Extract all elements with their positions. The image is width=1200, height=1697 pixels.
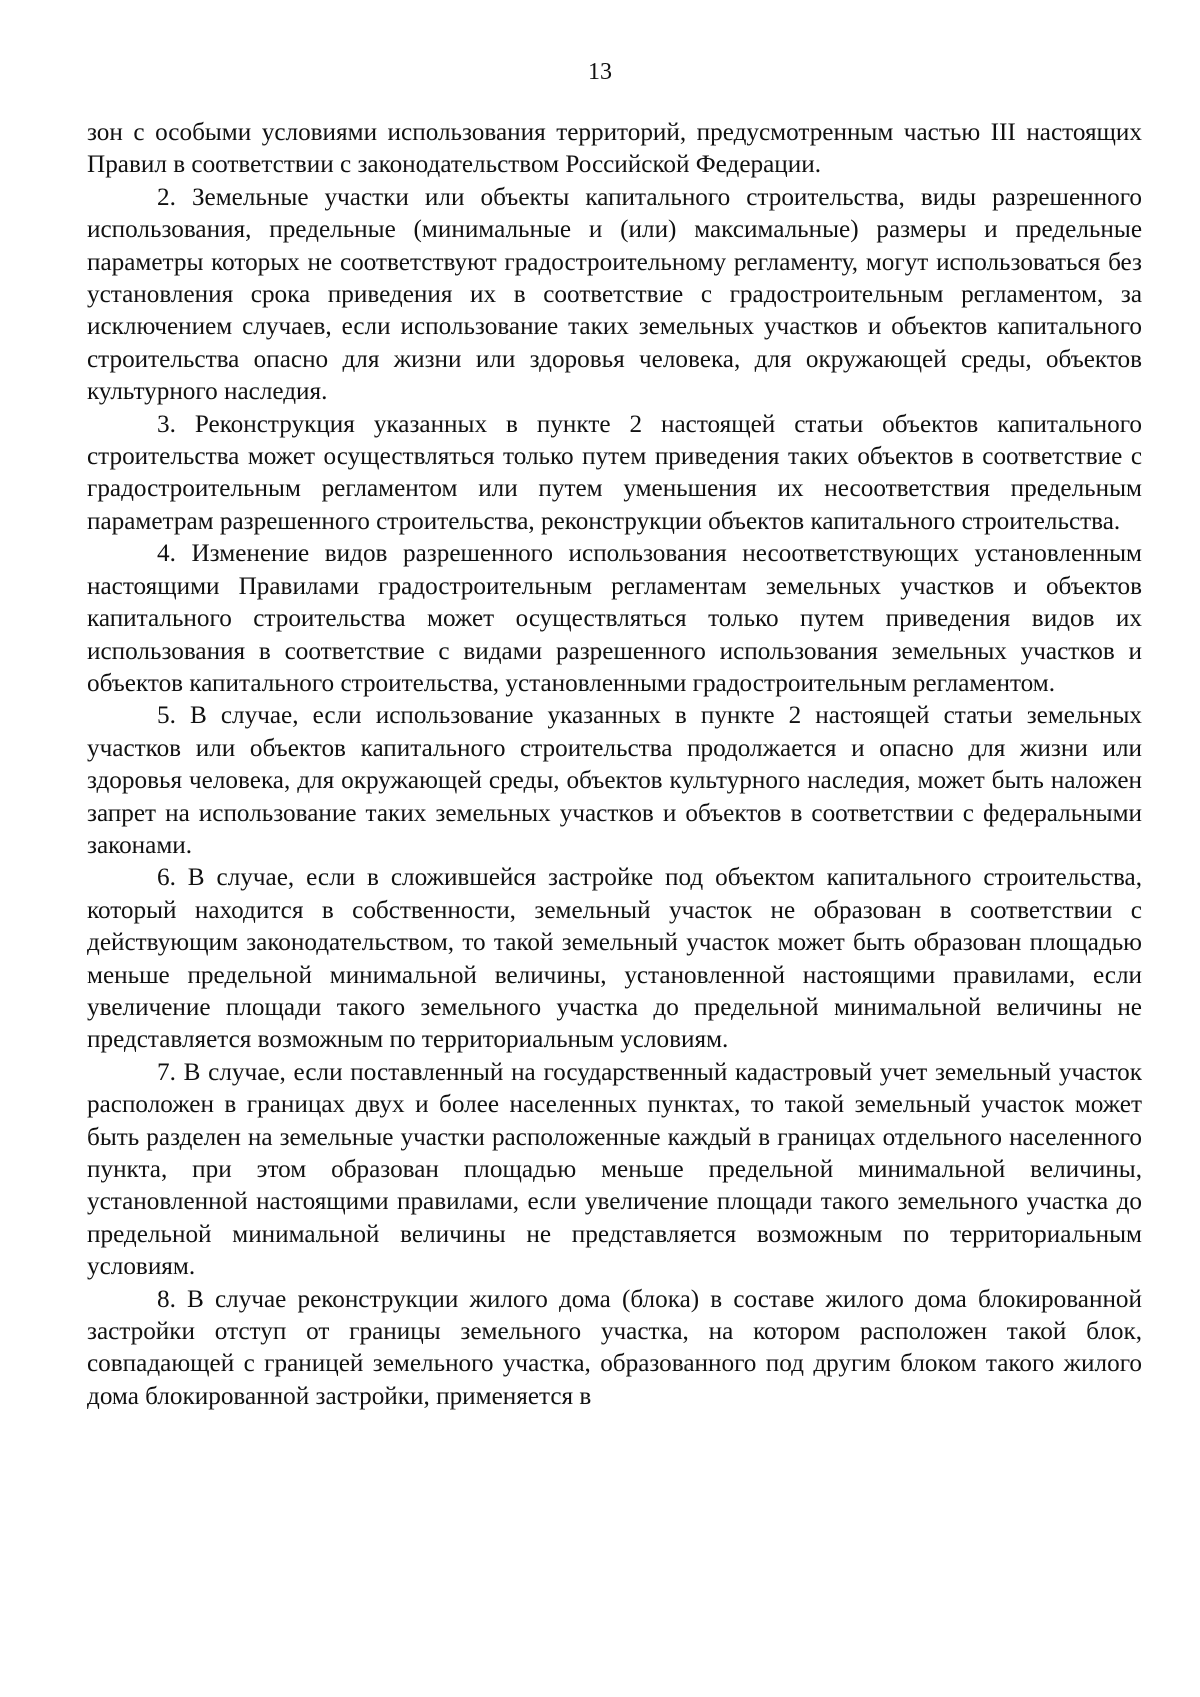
paragraph-2: 2. Земельные участки или объекты капитального строительства, виды разрешенного использования, предельные (минимальные и (или) максимальные) размеры и предельные параметры которых не соответствуют градостроительному регламенту, могут использоваться без установления срока приведения их в соответствие с градостроительным регламентом, за исключением случаев, если использование таких земельных участков и объектов капитального строительства опасно для жизни или здоровья человека, для окружающей среды, объектов культурного наследия. [87,183,1142,406]
paragraph-7: 7. В случае, если поставленный на государственный кадастровый учет земельный участок расположен в границах двух и более населенных пунктах, то такой земельный участок может быть разделен на земельные участки расположенные каждый в границах отдельного населенного пункта, при этом образован площадью меньше предельной минимальной величины, установленной настоящими правилами, если увеличение площади такого земельного участка до предельной минимальной величины не представляется возможным по территориальным условиям. [87,1058,1142,1281]
paragraph-6: 6. В случае, если в сложившейся застройке под объектом капитального строительства, который находится в собственности, земельный участок не образован в соответствии с действующим законодательством, то такой земельный участок может быть образован площадью меньше предельной минимальной величины, установленной настоящими правилами, если увеличение площади такого земельного участка до предельной минимальной величины не представляется возможным по территориальным условиям. [87,864,1142,1054]
paragraph-3: 3. Реконструкция указанных в пункте 2 настоящей статьи объектов капитального строительства может осуществляться только путем приведения таких объектов в соответствие с градостроительным регламентом или путем уменьшения их несоответствия предельным параметрам разрешенного строительства, реконструкции объектов капитального строительства. [87,410,1142,535]
page-number: 13 [588,59,612,85]
document-body [87,117,1142,1413]
paragraph-8: 8. В случае реконструкции жилого дома (блока) в составе жилого дома блокированной застройки отступ от границы земельного участка, на котором расположен такой блок, совпадающей с границей земельного участка, образованного под другим блоком такого жилого дома блокированной застройки, применяется в [87,1285,1142,1410]
paragraph-5: 5. В случае, если использование указанных в пункте 2 настоящей статьи земельных участков или объектов капитального строительства продолжается и опасно для жизни или здоровья человека, для окружающей среды, объектов культурного наследия, может быть наложен запрет на использование таких земельных участков и объектов в соответствии с федеральными законами. [87,702,1142,859]
paragraph-continuation: зон с особыми условиями использования территорий, предусмотренным частью III настоящих Правил в соответствии с законодательством Российской Федерации. [87,119,1142,179]
paragraph-4: 4. Изменение видов разрешенного использования несоответствующих установленным настоящими Правилами градостроительным регламентам земельных участков и объектов капитального строительства может осуществляться только путем приведения видов их использования в соответствие с видами разрешенного использования земельных участков и объектов капитального строительства, установленными градостроительным регламентом. [87,540,1142,697]
